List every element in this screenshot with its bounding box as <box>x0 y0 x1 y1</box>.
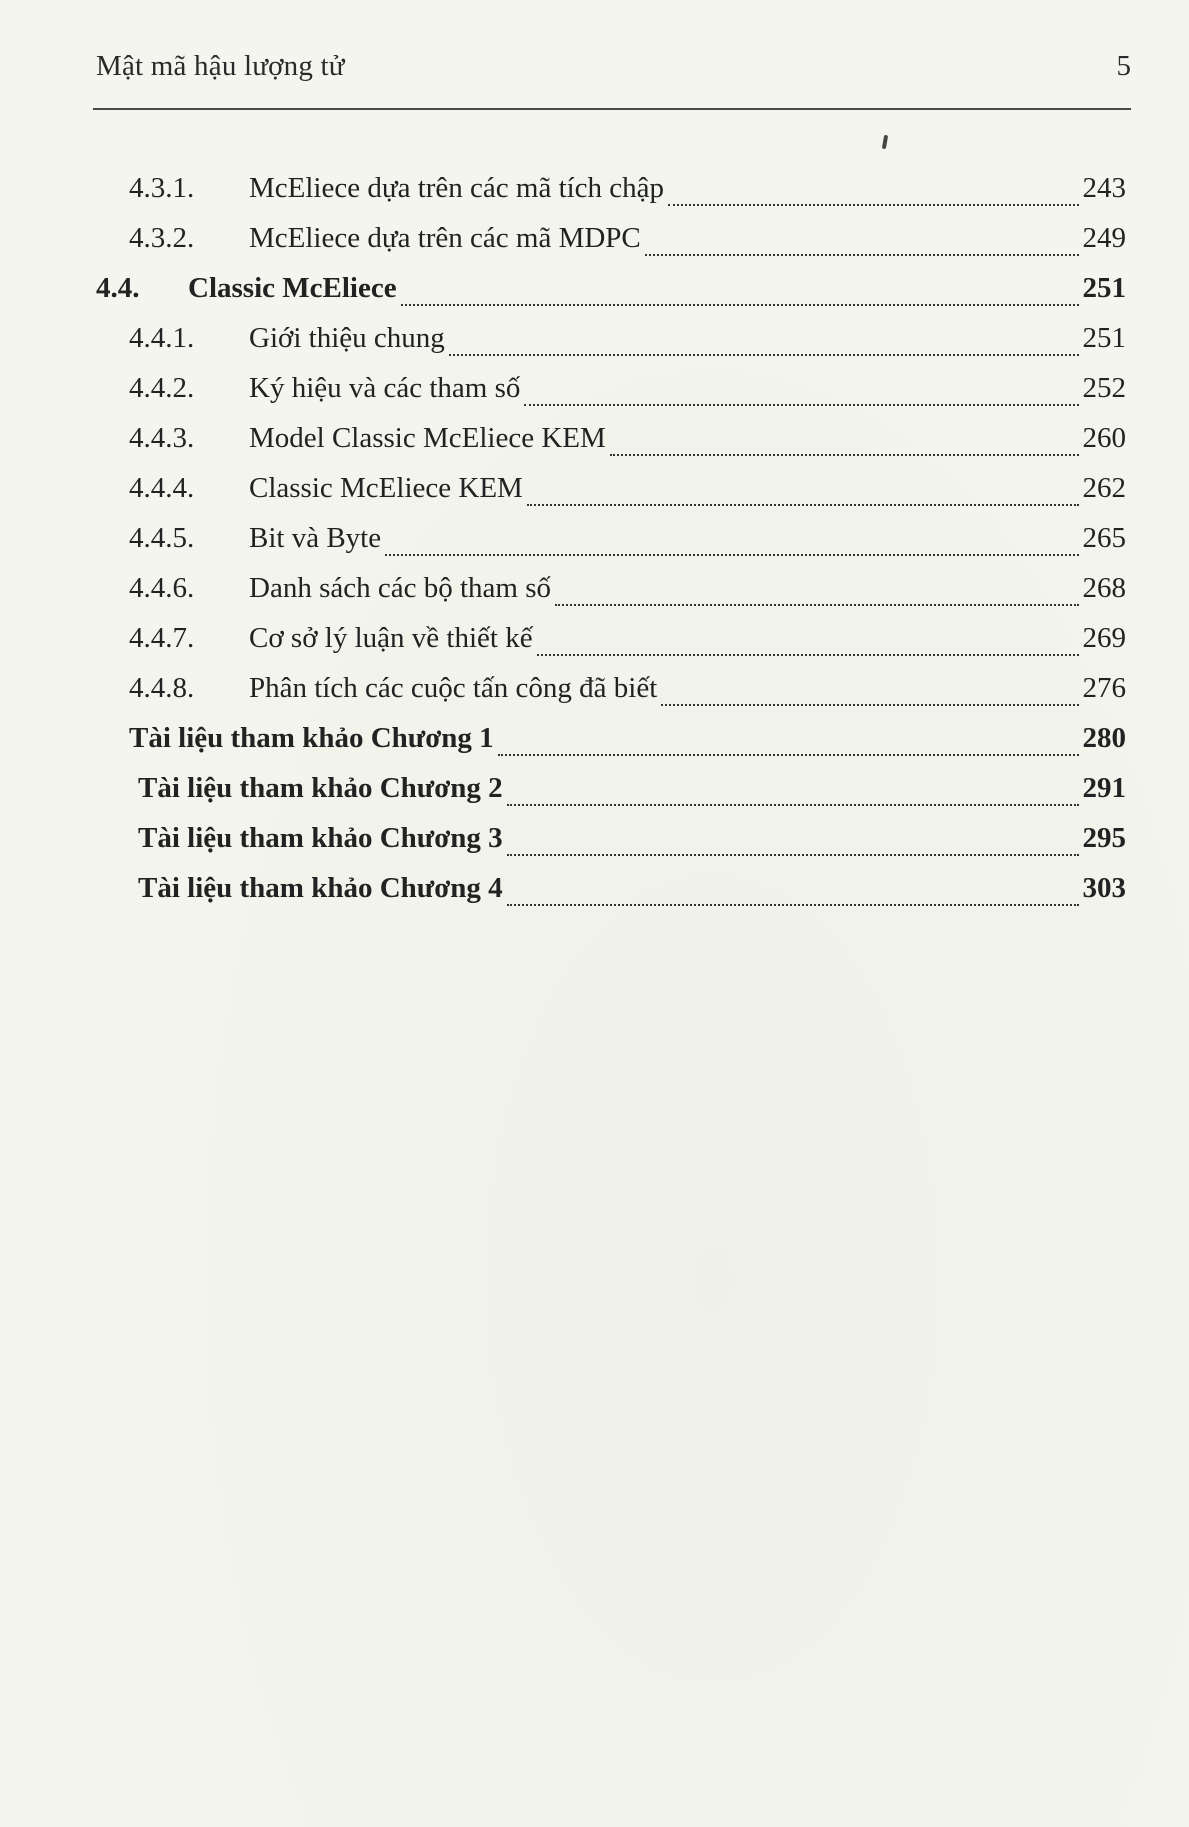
toc-entry-number: 4.4.2. <box>129 372 195 404</box>
dot-leader <box>385 554 1078 556</box>
toc-entry-page: 262 <box>1082 472 1126 504</box>
toc-entry-page: 291 <box>1082 772 1126 804</box>
toc-entry-label: Danh sách các bộ tham số <box>249 572 551 604</box>
dot-leader <box>449 354 1079 356</box>
toc-entry-page: 295 <box>1082 822 1126 854</box>
toc-entry <box>96 422 1126 472</box>
toc-entry-page: 303 <box>1082 872 1126 904</box>
toc-entry-page: 276 <box>1082 672 1126 704</box>
toc-entry <box>96 472 1126 522</box>
dot-leader <box>527 504 1079 506</box>
dot-leader <box>401 304 1079 306</box>
toc-entry-label: Tài liệu tham khảo Chương 2 <box>138 772 503 804</box>
toc-entry-label: Tài liệu tham khảo Chương 4 <box>138 872 503 904</box>
dot-leader <box>537 654 1079 656</box>
toc-entry-number: 4.4.5. <box>129 522 195 554</box>
dot-leader <box>661 704 1078 706</box>
dot-leader <box>498 754 1079 756</box>
toc-entry-page: 260 <box>1082 422 1126 454</box>
toc-entry <box>96 222 1126 272</box>
dot-leader <box>645 254 1079 256</box>
toc-reference-entry <box>96 822 1126 872</box>
toc-entry-page: 249 <box>1082 222 1126 254</box>
toc-entry <box>96 522 1126 572</box>
toc-entry <box>96 322 1126 372</box>
toc-entry-number: 4.3.1. <box>129 172 195 204</box>
toc-entry-label: Classic McEliece <box>188 272 397 304</box>
toc-reference-entry <box>96 872 1126 922</box>
book-title: Mật mã hậu lượng tử <box>96 50 345 82</box>
toc-entry-label: McEliece dựa trên các mã MDPC <box>249 222 641 254</box>
toc-entry-page: 268 <box>1082 572 1126 604</box>
toc-entry-number: 4.4.4. <box>129 472 195 504</box>
toc-entry-page: 265 <box>1082 522 1126 554</box>
toc-entry-number: 4.4.7. <box>129 622 195 654</box>
toc-entry-number: 4.4.6. <box>129 572 195 604</box>
dot-leader <box>668 204 1078 206</box>
dot-leader <box>610 454 1079 456</box>
toc-entry-label: Model Classic McEliece KEM <box>249 422 606 454</box>
toc-entry <box>96 372 1126 422</box>
toc-section-entry <box>96 272 1126 322</box>
toc-entry-label: Bit và Byte <box>249 522 382 554</box>
toc-entry <box>96 622 1126 672</box>
dot-leader <box>524 404 1078 406</box>
toc-reference-entry <box>96 722 1126 772</box>
toc-entry-label: McEliece dựa trên các mã tích chập <box>249 172 665 204</box>
toc-entry-number: 4.4. <box>96 272 140 304</box>
toc-entry-number: 4.4.1. <box>129 322 195 354</box>
toc-entry-page: 251 <box>1082 272 1126 304</box>
toc-entry <box>96 672 1126 722</box>
toc-entry-label: Ký hiệu và các tham số <box>249 372 521 404</box>
ink-speck <box>882 135 888 149</box>
table-of-contents <box>96 172 1126 922</box>
toc-entry-number: 4.3.2. <box>129 222 195 254</box>
toc-entry-number: 4.4.8. <box>129 672 195 704</box>
toc-entry-label: Tài liệu tham khảo Chương 3 <box>138 822 503 854</box>
dot-leader <box>507 804 1079 806</box>
toc-entry-page: 251 <box>1082 322 1126 354</box>
toc-entry <box>96 172 1126 222</box>
toc-entry <box>96 572 1126 622</box>
running-header <box>96 50 1131 90</box>
toc-entry-label: Phân tích các cuộc tấn công đã biết <box>249 672 658 704</box>
toc-entry-page: 269 <box>1082 622 1126 654</box>
toc-entry-label: Tài liệu tham khảo Chương 1 <box>129 722 494 754</box>
page-number: 5 <box>1116 50 1131 82</box>
toc-entry-page: 252 <box>1082 372 1126 404</box>
dot-leader <box>507 904 1079 906</box>
toc-entry-label: Giới thiệu chung <box>249 322 445 354</box>
header-rule <box>93 108 1131 110</box>
toc-entry-page: 243 <box>1082 172 1126 204</box>
toc-reference-entry <box>96 772 1126 822</box>
dot-leader <box>555 604 1079 606</box>
toc-entry-page: 280 <box>1082 722 1126 754</box>
toc-entry-number: 4.4.3. <box>129 422 195 454</box>
toc-entry-label: Classic McEliece KEM <box>249 472 523 504</box>
dot-leader <box>507 854 1079 856</box>
toc-entry-label: Cơ sở lý luận về thiết kế <box>249 622 533 654</box>
